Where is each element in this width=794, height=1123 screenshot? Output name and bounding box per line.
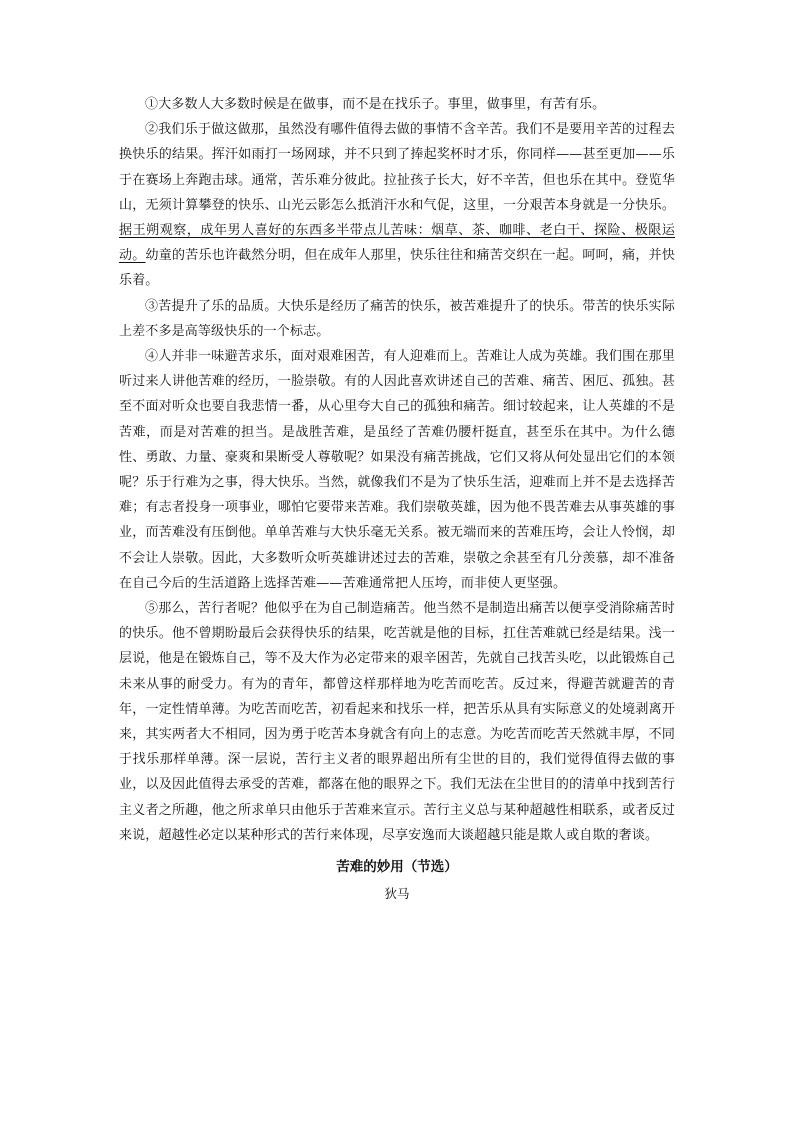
document-page [119, 92, 675, 906]
paragraph-3: ③苦提升了乐的品质。大快乐是经历了痛苦的快乐，被苦难提升了的快乐。带苦的快乐实际上差不多是高等级快乐的一个标志。 [119, 298, 675, 339]
paragraph-4: ④人并非一味避苦求乐，面对艰难困苦，有人迎难而上。苦难让人成为英雄。我们围在那里听过来人讲他苦难的经历，一脸崇敬。有的人因此喜欢讲述自己的苦难、痛苦、困厄、孤独。甚至不面对听众也要自我悲情一番，从心里夸大自己的孤独和痛苦。细讨较起来，让人英雄的不是苦难，而是对苦难的担当。是战胜苦难，是虽经了苦难仍腰杆挺直，甚至乐在其中。为什么德性、勇敢、力量、豪爽和果断受人尊敬呢？如果没有痛苦挑战，它们又将从何处显出它们的本领呢？乐于行难为之事，得大快乐。当然，就像我们不是为了快乐生活，迎难而上并不是去选择苦难；有志者投身一项事业，哪怕它要带来苦难。我们崇敬英雄，因为他不畏苦难去从事英雄的事业，而苦难没有压倒他。单单苦难与大快乐毫无关系。被无端而来的苦难压垮，会让人怜悯，却不会让人崇敬。因此，大多数听众听英雄讲述过去的苦难，崇敬之余甚至有几分羡慕，却不准备在自己今后的生活道路上选择苦难——苦难通常把人压垮，而非使人更坚强。 [119, 349, 675, 591]
paragraph-2-part-b: 幼童的苦乐也许截然分明，但在成年人那里，快乐往往和痛苦交织在一起。呵呵，痛，并快乐着。 [119, 248, 675, 289]
paragraph-2 [119, 117, 675, 293]
paragraph-1: ①大多数人大多数时候是在做事，而不是在找乐子。事里，做事里，有苦有乐。 [145, 97, 606, 112]
paragraph-2-part-a: ②我们乐于做这做那，虽然没有哪件值得去做的事情不含辛苦。我们不是要用辛苦的过程去换快乐的结果。挥汗如雨打一场网球，并不只到了捧起奖杯时才乐，你同样——甚至更加——乐于在赛场上奔跑击球。通常，苦乐难分彼此。拉扯孩子长大，好不辛苦，但也乐在其中。登览华山，无须计算攀登的快乐、山光云影怎么抵消汗水和气促，这里，一分艰苦本身就是一分快乐。 [119, 122, 675, 213]
underlined-sentence: 据王朔观察，成年男人喜好的东西多半带点儿苦味：烟草、茶、咖啡、老白干、探险、极限运动。 [119, 223, 675, 264]
paragraph-5: ⑤那么，苦行者呢？他似乎在为自己制造痛苦。他当然不是制造出痛苦以便享受消除痛苦时的快乐。他不曾期盼最后会获得快乐的结果，吃苦就是他的目标，扛住苦难就已经是结果。浅一层说，他是在锻炼自己，等不及大作为必定带来的艰辛困苦，先就自己找苦头吃，以此锻炼自己未来从事的耐受力。有为的青年，都曾这样那样地为吃苦而吃苦。反过来，得避苦就避苦的青年，一定性情单薄。为吃苦而吃苦，初看起来和找乐一样，把苦乐从具有实际意义的处境剥离开来，其实两者大不相同，因为勇于吃苦本身就含有向上的志意。为吃苦而吃苦天然就丰厚，不同于找乐那样单薄。深一层说，苦行主义者的眼界超出所有尘世的目的，我们觉得值得去做的事业，以及因此值得去承受的苦难，都落在他的眼界之下。我们无法在尘世目的的清单中找到苦行主义者之所趣，他之所求单只由他乐于苦难来宣示。苦行主义总与某种超越性相联系，或者反过来说，超越性必定以某种形式的苦行来体现，尽享安逸而大谈超越只能是欺人或自欺的奢谈。 [119, 601, 675, 843]
article-title: 苦难的妙用（节选） [336, 859, 458, 876]
article-author: 狄马 [384, 886, 410, 902]
